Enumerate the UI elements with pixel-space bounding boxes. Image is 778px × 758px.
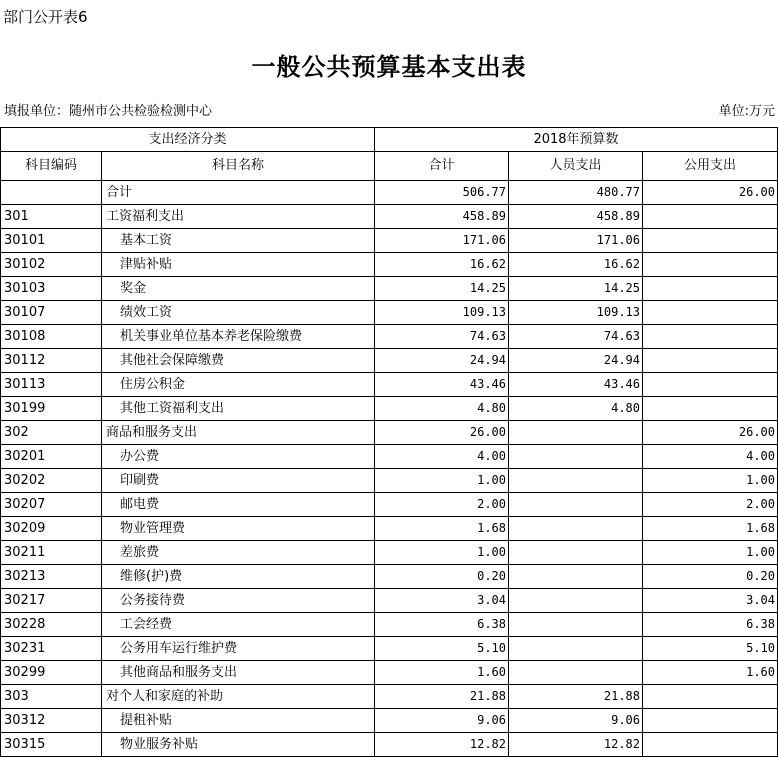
cell-public [643, 229, 778, 252]
cell-name: 其他社会保障缴费 [102, 349, 375, 372]
cell-total: 4.00 [375, 445, 509, 468]
cell-personnel: 74.63 [509, 325, 643, 348]
doc-label: 部门公开表6 [3, 8, 88, 26]
cell-personnel [509, 637, 643, 660]
table-row [1, 181, 778, 205]
cell-code: 30228 [1, 613, 102, 636]
group-header-budget-year: 2018年预算数 [375, 128, 778, 151]
cell-total: 43.46 [375, 373, 509, 396]
cell-code: 30315 [1, 733, 102, 756]
cell-code: 30113 [1, 373, 102, 396]
table-row [1, 709, 778, 733]
col-header-name: 科目名称 [102, 152, 375, 180]
cell-total: 16.62 [375, 253, 509, 276]
page-title: 一般公共预算基本支出表 [251, 52, 527, 81]
cell-code: 30231 [1, 637, 102, 660]
cell-public: 3.04 [643, 589, 778, 612]
cell-total: 14.25 [375, 277, 509, 300]
cell-personnel: 21.88 [509, 685, 643, 708]
cell-public [643, 685, 778, 708]
col-header-total: 合计 [375, 152, 509, 180]
table-row [1, 661, 778, 685]
cell-personnel [509, 565, 643, 588]
cell-personnel: 14.25 [509, 277, 643, 300]
cell-public: 0.20 [643, 565, 778, 588]
cell-code: 30202 [1, 469, 102, 492]
cell-personnel: 109.13 [509, 301, 643, 324]
cell-name: 物业服务补贴 [102, 733, 375, 756]
cell-public: 1.00 [643, 541, 778, 564]
cell-public [643, 277, 778, 300]
cell-personnel [509, 469, 643, 492]
cell-public: 5.10 [643, 637, 778, 660]
column-header-row [1, 152, 778, 181]
unit-label: 单位:万元 [718, 104, 775, 119]
cell-total: 74.63 [375, 325, 509, 348]
cell-name: 提租补贴 [102, 709, 375, 732]
cell-personnel: 9.06 [509, 709, 643, 732]
budget-table [0, 127, 778, 757]
cell-public [643, 325, 778, 348]
table-row [1, 589, 778, 613]
table-row [1, 613, 778, 637]
cell-personnel [509, 421, 643, 444]
cell-total: 24.94 [375, 349, 509, 372]
cell-code: 30102 [1, 253, 102, 276]
cell-code: 30207 [1, 493, 102, 516]
cell-total: 12.82 [375, 733, 509, 756]
cell-personnel: 480.77 [509, 181, 643, 204]
cell-public: 4.00 [643, 445, 778, 468]
cell-public: 1.68 [643, 517, 778, 540]
cell-personnel: 43.46 [509, 373, 643, 396]
cell-public [643, 205, 778, 228]
cell-code: 30107 [1, 301, 102, 324]
table-row [1, 469, 778, 493]
cell-code: 30312 [1, 709, 102, 732]
cell-name: 住房公积金 [102, 373, 375, 396]
cell-personnel [509, 661, 643, 684]
cell-name: 物业管理费 [102, 517, 375, 540]
cell-personnel [509, 541, 643, 564]
cell-total: 506.77 [375, 181, 509, 204]
cell-name: 其他工资福利支出 [102, 397, 375, 420]
cell-public: 26.00 [643, 181, 778, 204]
cell-personnel: 12.82 [509, 733, 643, 756]
cell-public: 6.38 [643, 613, 778, 636]
cell-public [643, 733, 778, 756]
group-header-classification: 支出经济分类 [1, 128, 375, 151]
table-row [1, 685, 778, 709]
table-row [1, 637, 778, 661]
cell-code: 30108 [1, 325, 102, 348]
cell-total: 458.89 [375, 205, 509, 228]
table-body [1, 181, 778, 757]
cell-personnel [509, 517, 643, 540]
cell-public [643, 373, 778, 396]
cell-personnel: 171.06 [509, 229, 643, 252]
cell-personnel [509, 445, 643, 468]
cell-public: 1.00 [643, 469, 778, 492]
cell-total: 6.38 [375, 613, 509, 636]
cell-total: 5.10 [375, 637, 509, 660]
cell-name: 其他商品和服务支出 [102, 661, 375, 684]
cell-total: 1.60 [375, 661, 509, 684]
cell-name: 差旅费 [102, 541, 375, 564]
col-header-personnel: 人员支出 [509, 152, 643, 180]
cell-name: 工会经费 [102, 613, 375, 636]
table-row [1, 445, 778, 469]
table-row [1, 541, 778, 565]
cell-total: 2.00 [375, 493, 509, 516]
cell-total: 4.80 [375, 397, 509, 420]
table-row [1, 253, 778, 277]
cell-total: 21.88 [375, 685, 509, 708]
table-row [1, 301, 778, 325]
cell-total: 9.06 [375, 709, 509, 732]
cell-total: 0.20 [375, 565, 509, 588]
table-row [1, 349, 778, 373]
cell-name: 机关事业单位基本养老保险缴费 [102, 325, 375, 348]
cell-name: 办公费 [102, 445, 375, 468]
cell-total: 109.13 [375, 301, 509, 324]
cell-name: 对个人和家庭的补助 [102, 685, 375, 708]
cell-total: 3.04 [375, 589, 509, 612]
cell-name: 津贴补贴 [102, 253, 375, 276]
cell-public: 26.00 [643, 421, 778, 444]
cell-name: 绩效工资 [102, 301, 375, 324]
cell-code: 30101 [1, 229, 102, 252]
cell-personnel: 458.89 [509, 205, 643, 228]
table-row [1, 229, 778, 253]
cell-code: 30299 [1, 661, 102, 684]
cell-personnel [509, 613, 643, 636]
table-row [1, 325, 778, 349]
table-row [1, 493, 778, 517]
cell-name: 公务用车运行维护费 [102, 637, 375, 660]
cell-total: 26.00 [375, 421, 509, 444]
cell-personnel: 4.80 [509, 397, 643, 420]
cell-total: 1.00 [375, 469, 509, 492]
cell-personnel [509, 493, 643, 516]
col-header-public: 公用支出 [643, 152, 778, 180]
cell-public: 2.00 [643, 493, 778, 516]
group-header-row [1, 128, 778, 152]
table-row [1, 733, 778, 757]
cell-name: 工资福利支出 [102, 205, 375, 228]
reporting-unit: 填报单位：随州市公共检验检测中心 [4, 104, 213, 119]
cell-personnel: 24.94 [509, 349, 643, 372]
cell-public [643, 253, 778, 276]
cell-personnel: 16.62 [509, 253, 643, 276]
cell-name: 邮电费 [102, 493, 375, 516]
cell-public [643, 397, 778, 420]
cell-name: 印刷费 [102, 469, 375, 492]
cell-public [643, 349, 778, 372]
table-row [1, 373, 778, 397]
cell-name: 合计 [102, 181, 375, 204]
cell-code: 302 [1, 421, 102, 444]
cell-code: 30201 [1, 445, 102, 468]
cell-name: 公务接待费 [102, 589, 375, 612]
cell-code: 30199 [1, 397, 102, 420]
cell-public [643, 709, 778, 732]
table-row [1, 397, 778, 421]
cell-name: 维修(护)费 [102, 565, 375, 588]
cell-name: 商品和服务支出 [102, 421, 375, 444]
cell-code: 303 [1, 685, 102, 708]
table-row [1, 517, 778, 541]
cell-code: 30112 [1, 349, 102, 372]
cell-personnel [509, 589, 643, 612]
cell-code [1, 181, 102, 204]
cell-total: 1.68 [375, 517, 509, 540]
table-row [1, 421, 778, 445]
cell-name: 奖金 [102, 277, 375, 300]
cell-total: 1.00 [375, 541, 509, 564]
cell-public [643, 301, 778, 324]
cell-code: 30213 [1, 565, 102, 588]
cell-code: 30217 [1, 589, 102, 612]
cell-code: 301 [1, 205, 102, 228]
cell-code: 30103 [1, 277, 102, 300]
table-row [1, 565, 778, 589]
cell-name: 基本工资 [102, 229, 375, 252]
col-header-code: 科目编码 [1, 152, 102, 180]
cell-code: 30209 [1, 517, 102, 540]
cell-total: 171.06 [375, 229, 509, 252]
cell-public: 1.60 [643, 661, 778, 684]
table-row [1, 205, 778, 229]
cell-code: 30211 [1, 541, 102, 564]
table-row [1, 277, 778, 301]
